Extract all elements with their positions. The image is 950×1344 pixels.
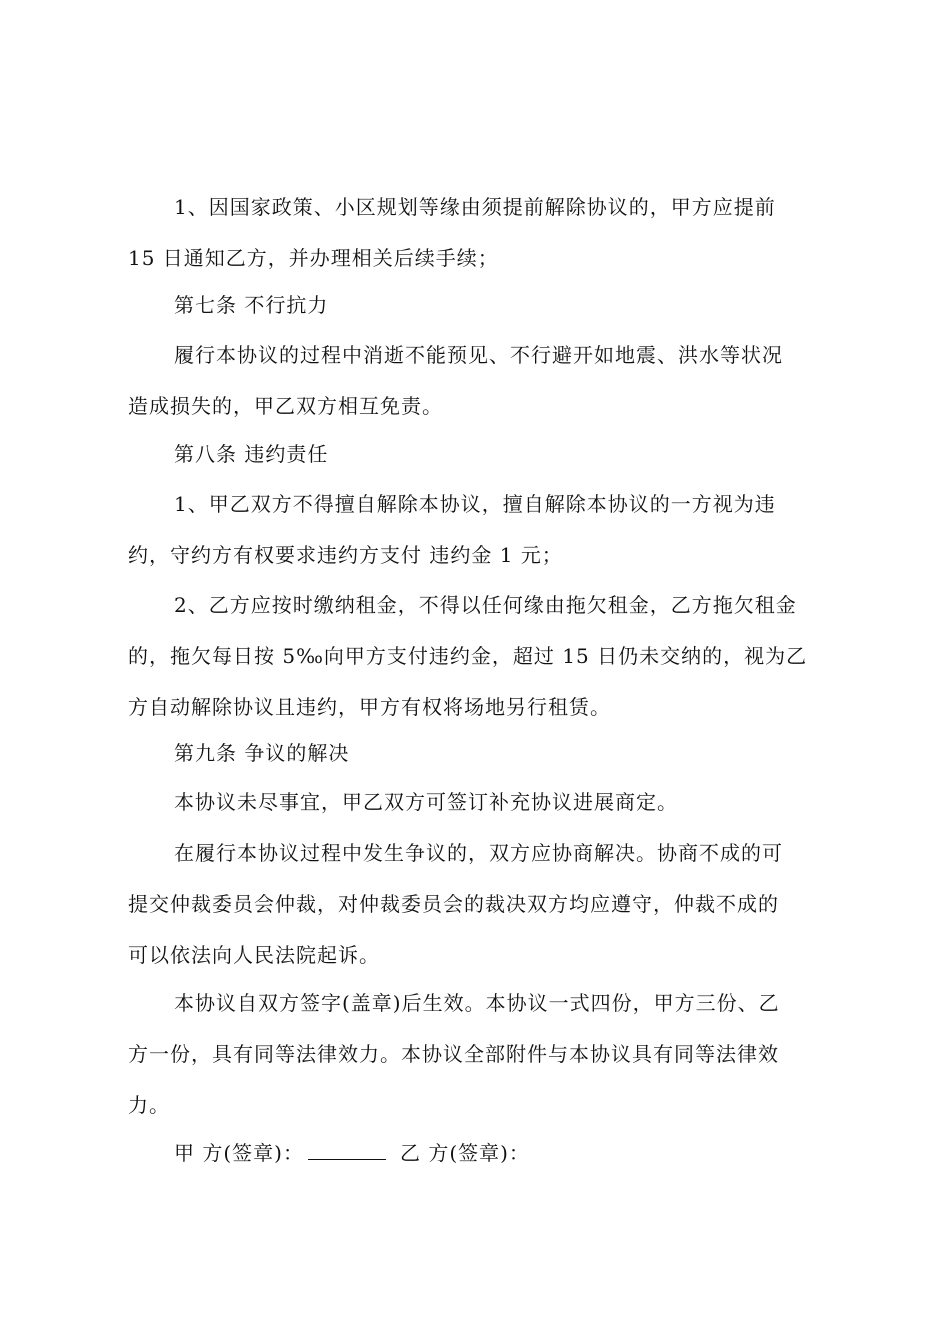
text-line: 在履行本协议过程中发生争议的，双方应协商解决。协商不成的可: [174, 841, 783, 865]
text-line: 提交仲裁委员会仲裁，对仲裁委员会的裁决双方均应遵守，仲裁不成的: [128, 892, 779, 916]
article-8-heading: 第八条 违约责任: [174, 442, 329, 466]
text-line: 约，守约方有权要求违约方支付 违约金 1 元；: [128, 543, 563, 567]
text-line: 方一份，具有同等法律效力。本协议全部附件与本协议具有同等法律效: [128, 1042, 779, 1066]
article-7-heading: 第七条 不行抗力: [174, 293, 329, 317]
clause-paragraph-force-majeure: [128, 330, 830, 432]
clause-paragraph-dispute: [128, 828, 830, 981]
clause-paragraph-breach-1: [128, 479, 830, 581]
clause-paragraph-effectiveness: [128, 978, 830, 1131]
party-b-signature-label: 乙 方(签章)：: [399, 1141, 530, 1165]
text-line: 1、因国家政策、小区规划等缘由须提前解除协议的，甲方应提前: [174, 195, 776, 219]
party-a-signature-label: 甲 方(签章)：: [174, 1141, 304, 1165]
party-a-signature-blank: [308, 1141, 386, 1160]
clause-paragraph-supplement: 本协议未尽事宜，甲乙双方可签订补充协议进展商定。: [174, 790, 678, 814]
text-line: 力。: [128, 1093, 170, 1117]
clause-paragraph-breach-2: [128, 580, 830, 733]
signature-row: [174, 1128, 530, 1179]
text-line: 1、甲乙双方不得擅自解除本协议，擅自解除本协议的一方视为违: [174, 492, 776, 516]
text-line: 可以依法向人民法院起诉。: [128, 943, 380, 967]
text-line: 本协议自双方签字(盖章)后生效。本协议一式四份，甲方三份、乙: [174, 991, 780, 1015]
clause-paragraph-early-termination: [128, 182, 830, 284]
text-line: 方自动解除协议且违约，甲方有权将场地另行租赁。: [128, 695, 611, 719]
article-9-heading: 第九条 争议的解决: [174, 741, 350, 765]
text-line: 的，拖欠每日按 5‰向甲方支付违约金，超过 15 日仍未交纳的，视为乙: [128, 644, 808, 668]
text-line: 造成损失的，甲乙双方相互免责。: [128, 394, 443, 418]
text-line: 2、乙方应按时缴纳租金，不得以任何缘由拖欠租金，乙方拖欠租金: [174, 593, 797, 617]
text-line: 15 日通知乙方，并办理相关后续手续；: [128, 246, 499, 270]
text-line: 履行本协议的过程中消逝不能预见、不行避开如地震、洪水等状况: [174, 343, 783, 367]
